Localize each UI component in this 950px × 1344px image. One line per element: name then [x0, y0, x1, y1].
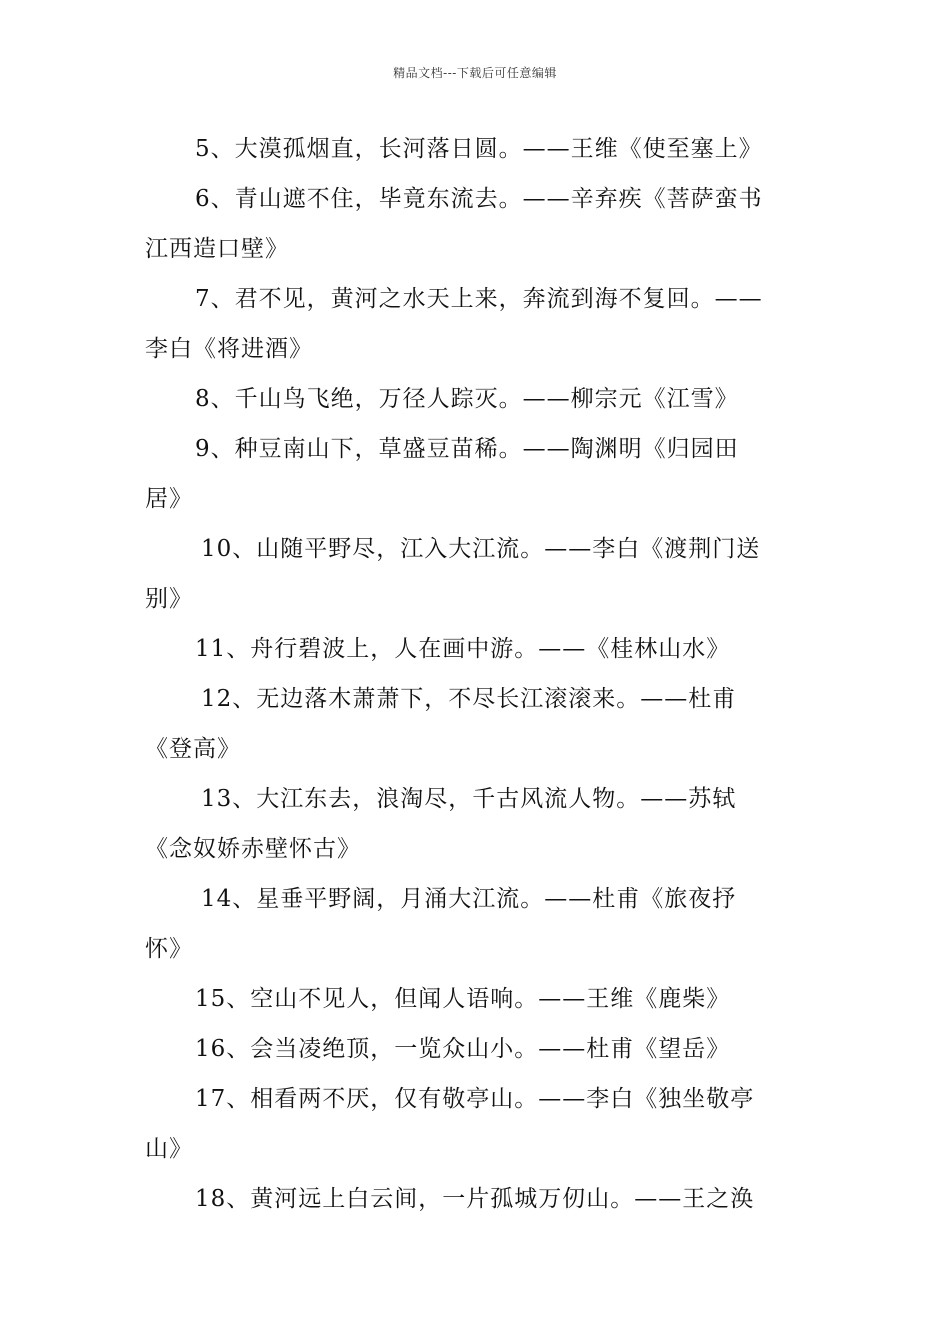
poem-line-16: 16、会当凌绝顶，一览众山小。——杜甫《望岳》 — [195, 1036, 731, 1062]
poem-line-8: 8、千山鸟飞绝，万径人踪灭。——柳宗元《江雪》 — [195, 386, 739, 412]
poem-line-12: 12、无边落木萧萧下，不尽长江滚滚来。——杜甫 — [201, 686, 737, 712]
poem-line-5: 5、大漠孤烟直，长河落日圆。——王维《使至塞上》 — [195, 136, 763, 162]
poem-line-6: 6、青山遮不住，毕竟东流去。——辛弃疾《菩萨蛮书 — [195, 186, 763, 212]
poem-line-6-cont: 江西造口壁》 — [145, 236, 289, 262]
poem-line-7: 7、君不见，黄河之水天上来，奔流到海不复回。—— — [195, 286, 763, 312]
poem-line-10: 10、山随平野尽，江入大江流。——李白《渡荆门送 — [201, 536, 761, 562]
poem-line-17-cont: 山》 — [145, 1136, 193, 1162]
poem-line-11: 11、舟行碧波上，人在画中游。——《桂林山水》 — [195, 636, 731, 662]
poem-line-14-cont: 怀》 — [145, 936, 193, 962]
poem-line-17: 17、相看两不厌，仅有敬亭山。——李白《独坐敬亭 — [195, 1086, 755, 1112]
document-body — [145, 124, 810, 1224]
poem-line-7-cont: 李白《将进酒》 — [145, 336, 313, 362]
page-header: 精品文档---下载后可任意编辑 — [393, 66, 557, 80]
poem-line-13-cont: 《念奴娇赤壁怀古》 — [145, 836, 361, 862]
poem-line-9-cont: 居》 — [145, 486, 193, 512]
poem-line-12-cont: 《登高》 — [145, 736, 241, 762]
poem-line-10-cont: 别》 — [145, 586, 193, 612]
poem-line-9: 9、种豆南山下，草盛豆苗稀。——陶渊明《归园田 — [195, 436, 739, 462]
poem-line-13: 13、大江东去，浪淘尽，千古风流人物。——苏轼 — [201, 786, 737, 812]
poem-line-18: 18、黄河远上白云间，一片孤城万仞山。——王之涣 — [195, 1186, 755, 1212]
poem-line-14: 14、星垂平野阔，月涌大江流。——杜甫《旅夜抒 — [201, 886, 737, 912]
poem-line-15: 15、空山不见人，但闻人语响。——王维《鹿柴》 — [195, 986, 731, 1012]
